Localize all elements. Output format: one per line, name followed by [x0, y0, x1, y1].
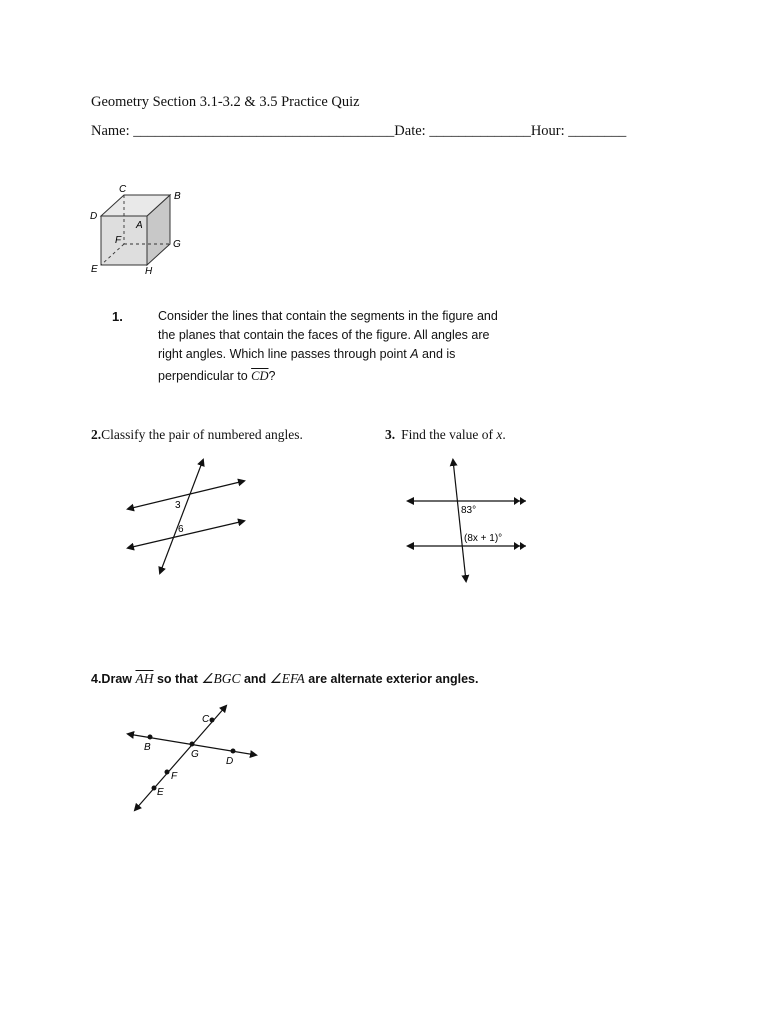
page-title: Geometry Section 3.1-3.2 & 3.5 Practice Quiz — [91, 94, 360, 110]
q4-angle-bgc: ∠BGC — [201, 671, 241, 686]
q4-point-b — [148, 735, 153, 740]
q2-angle-label-3: 3 — [175, 500, 181, 511]
q4-angle-efa: ∠EFA — [269, 671, 305, 686]
q2-figure — [120, 455, 255, 580]
date-blank: ______________ — [429, 123, 531, 139]
cube-label-b: B — [174, 191, 181, 202]
q4-point-f — [165, 770, 170, 775]
name-date-hour-line — [91, 123, 626, 140]
q4-point-g — [190, 742, 195, 747]
q4-label-c: C — [202, 714, 210, 725]
q1-segment-cd: $\overline{CD}$ — [251, 369, 269, 383]
q3-prompt — [385, 427, 506, 443]
q4-and: and — [240, 672, 270, 686]
q4-label-g: G — [191, 749, 199, 760]
date-label: Date: — [394, 123, 426, 139]
q4-figure — [120, 700, 265, 815]
cube-label-f: F — [115, 235, 122, 246]
name-blank: ____________________________________ — [133, 123, 395, 139]
q1-number: 1. — [112, 309, 123, 324]
q1-line-3-post: and is — [418, 347, 456, 361]
q4-tail: are alternate exterior angles. — [304, 672, 479, 686]
q4-point-d — [231, 749, 236, 754]
name-label: Name: — [91, 123, 130, 139]
hour-blank: ________ — [568, 123, 627, 139]
q4-label-e: E — [157, 787, 164, 798]
q4-point-e — [152, 786, 157, 791]
cube-figure — [85, 180, 195, 280]
q4-label-f: F — [171, 771, 178, 782]
cube-label-c: C — [119, 184, 127, 195]
q3-number: 3. — [385, 427, 396, 442]
q2-angle-label-6: 6 — [178, 524, 184, 535]
cube-label-g: G — [173, 239, 181, 250]
q2-prompt — [91, 427, 303, 443]
q4-so-that: so that — [153, 672, 202, 686]
q4-label-b: B — [144, 742, 151, 753]
q4-prompt — [91, 671, 478, 687]
q3-figure — [400, 455, 535, 585]
q2-transversal — [160, 460, 203, 573]
q1-text — [158, 307, 530, 386]
cube-label-d: D — [90, 211, 98, 222]
q4-point-c — [210, 718, 215, 723]
cube-label-e: E — [91, 264, 98, 275]
q4-label-d: D — [226, 756, 234, 767]
q2-text: Classify the pair of numbered angles. — [101, 427, 303, 442]
q3-angle-83: 83° — [461, 505, 477, 516]
q1-line-3 — [158, 345, 530, 364]
q1-point-a: A — [410, 347, 419, 361]
q3-angle-expression: (8x + 1)° — [464, 533, 503, 544]
q1-line-1: Consider the lines that contain the segments in the figure and — [158, 309, 498, 323]
cube-label-a: A — [136, 220, 143, 231]
q1-line-2: the planes that contain the faces of the figure. All angles are — [158, 328, 490, 342]
q1-line-4 — [158, 367, 530, 386]
q4-ray-ah: $\overline{AH}$ — [135, 671, 154, 686]
q3-text: Find the value of — [401, 427, 497, 442]
q1-line-4-pre: perpendicular to — [158, 369, 252, 383]
q2-line-bottom — [128, 521, 244, 548]
hour-label: Hour: — [530, 123, 565, 139]
cube-label-h: H — [145, 266, 153, 277]
q2-number: 2. — [91, 427, 102, 442]
q3-period: . — [502, 427, 506, 442]
q1-line-4-post: ? — [268, 369, 276, 383]
q1-line-3-pre: right angles. Which line passes through point — [158, 347, 411, 361]
q3-transversal — [453, 460, 466, 581]
q3-variable: x — [496, 427, 503, 442]
q4-number-draw: 4.Draw — [91, 672, 136, 686]
